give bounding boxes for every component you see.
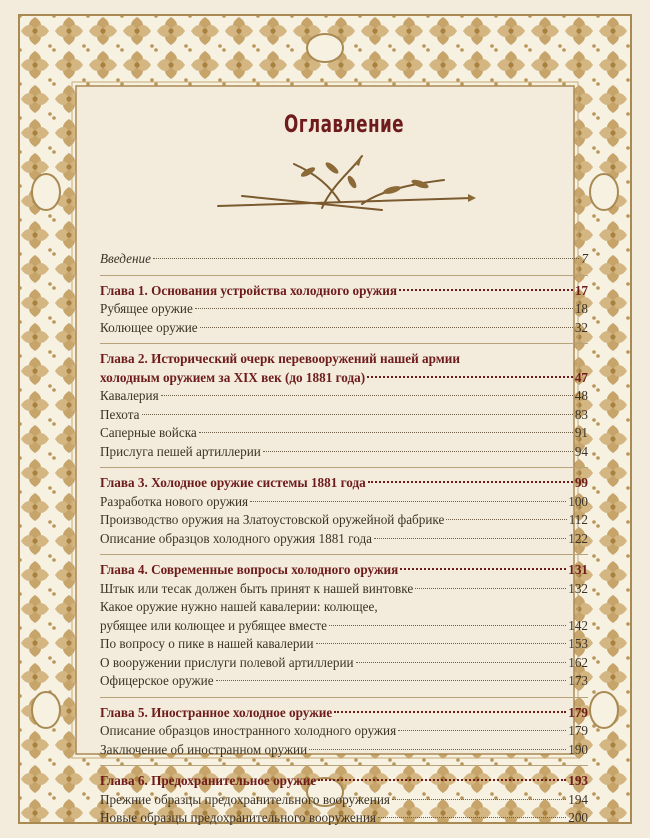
dot-leader bbox=[374, 537, 566, 539]
toc-entry[interactable] bbox=[100, 406, 588, 425]
toc-entry-page: 200 bbox=[568, 810, 588, 825]
dot-leader bbox=[446, 518, 566, 520]
toc-entry-label: Штык или тесак должен быть принят к нашей винтовке bbox=[100, 580, 414, 596]
toc-chapter-label: холодным оружием за XIX век (до 1881 года) bbox=[100, 369, 366, 385]
toc-entry-page: 91 bbox=[574, 425, 588, 440]
table-of-contents bbox=[100, 250, 588, 828]
dot-leader bbox=[216, 679, 567, 681]
toc-chapter-label: Глава 4. Современные вопросы холодного оружия bbox=[100, 562, 399, 577]
toc-entry[interactable] bbox=[100, 319, 588, 338]
toc-entry[interactable] bbox=[100, 809, 588, 828]
toc-entry[interactable] bbox=[100, 300, 588, 319]
dot-leader bbox=[378, 816, 566, 818]
toc-entry[interactable] bbox=[100, 511, 588, 530]
dot-leader bbox=[392, 798, 566, 800]
toc-entry-label: Колющее оружие bbox=[100, 319, 198, 335]
toc-entry[interactable] bbox=[100, 580, 588, 599]
toc-entry-page: 83 bbox=[574, 406, 588, 422]
toc-entry-page: 122 bbox=[568, 530, 588, 546]
dot-leader bbox=[199, 431, 573, 433]
toc-entry-page: 194 bbox=[568, 791, 588, 807]
toc-entry[interactable] bbox=[100, 443, 588, 462]
toc-entry-page: 142 bbox=[568, 617, 588, 633]
toc-chapter-label: Глава 1. Основания устройства холодного оружия bbox=[100, 282, 397, 298]
toc-chapter[interactable] bbox=[100, 282, 588, 301]
toc-entry-label: Прислуга пешей артиллерии bbox=[100, 443, 261, 459]
toc-entry-label: Заключение об иностранном оружии bbox=[100, 741, 308, 757]
section-divider bbox=[100, 697, 588, 698]
toc-chapter-page: 99 bbox=[574, 475, 588, 490]
toc-entry-page: 173 bbox=[568, 673, 588, 688]
dot-leader bbox=[356, 661, 567, 663]
toc-entry-label: Разработка нового оружия bbox=[100, 493, 249, 509]
decorative-frame bbox=[18, 14, 632, 824]
dot-leader bbox=[334, 710, 566, 713]
toc-entry[interactable] bbox=[100, 530, 588, 549]
dot-leader bbox=[309, 748, 566, 750]
dot-leader bbox=[250, 500, 566, 502]
toc-entry-page: 132 bbox=[568, 580, 588, 596]
dot-leader bbox=[161, 394, 573, 396]
toc-entry-label: Кавалерия bbox=[100, 388, 159, 403]
toc-chapter-page: 131 bbox=[568, 562, 588, 577]
toc-entry-page: 32 bbox=[574, 319, 588, 335]
dot-leader bbox=[399, 288, 573, 291]
dot-leader bbox=[318, 778, 566, 781]
toc-entry-page: 162 bbox=[568, 654, 588, 670]
toc-entry-label: Прежние образцы предохранительного вооружения bbox=[100, 791, 390, 807]
dot-leader bbox=[153, 257, 579, 259]
toc-chapter[interactable] bbox=[100, 561, 588, 580]
toc-entry[interactable] bbox=[100, 635, 588, 654]
dot-leader bbox=[415, 587, 566, 589]
toc-entry-intro-page: 7 bbox=[581, 251, 588, 266]
toc-entry-page: 48 bbox=[574, 388, 588, 403]
dot-leader bbox=[316, 642, 567, 644]
dot-leader bbox=[142, 413, 573, 415]
toc-entry-page: 153 bbox=[568, 636, 588, 651]
toc-chapter-page: 179 bbox=[568, 704, 588, 720]
toc-entry-label: Саперные войска bbox=[100, 425, 197, 440]
toc-entry-page: 190 bbox=[568, 741, 588, 757]
toc-entry-page: 179 bbox=[568, 723, 588, 738]
section-divider bbox=[100, 554, 588, 555]
toc-entry-label: Рубящее оружие bbox=[100, 301, 193, 316]
toc-entry[interactable] bbox=[100, 722, 588, 741]
toc-entry[interactable] bbox=[100, 387, 588, 406]
toc-chapter-label: Глава 5. Иностранное холодное оружие bbox=[100, 704, 333, 720]
toc-chapter-page: 47 bbox=[574, 369, 588, 385]
toc-entry-label: Описание образцов иностранного холодного оружия bbox=[100, 723, 397, 738]
toc-entry-page: 18 bbox=[574, 301, 588, 316]
dot-leader bbox=[195, 307, 573, 309]
toc-chapter[interactable] bbox=[100, 772, 588, 791]
toc-entry-label: Офицерское оружие bbox=[100, 673, 214, 688]
toc-entry-intro-label: Введение bbox=[100, 251, 151, 266]
dot-leader bbox=[329, 624, 566, 626]
dot-leader bbox=[400, 567, 566, 570]
toc-chapter[interactable] bbox=[100, 474, 588, 493]
toc-entry-line1: Какое оружие нужно нашей кавалерии: колющее, bbox=[100, 599, 378, 614]
toc-entry-label: Новые образцы предохранительного вооружения bbox=[100, 810, 376, 825]
section-divider bbox=[100, 343, 588, 344]
toc-chapter-label: Глава 6. Предохранительное оружие bbox=[100, 773, 317, 788]
toc-entry[interactable] bbox=[100, 741, 588, 760]
toc-entry[interactable] bbox=[100, 493, 588, 512]
toc-entry[interactable] bbox=[100, 424, 588, 443]
dot-leader bbox=[200, 326, 573, 328]
toc-entry-page: 112 bbox=[568, 512, 588, 527]
page-title: Оглавление bbox=[283, 110, 404, 138]
section-divider bbox=[100, 467, 588, 468]
toc-entry-label: Пехота bbox=[100, 406, 140, 422]
dot-leader bbox=[368, 480, 573, 483]
toc-chapter[interactable] bbox=[100, 704, 588, 723]
toc-entry-label: Описание образцов холодного оружия 1881 года bbox=[100, 530, 373, 546]
toc-chapter-label: Глава 3. Холодное оружие системы 1881 года bbox=[100, 475, 366, 490]
section-divider bbox=[100, 275, 588, 276]
dot-leader bbox=[398, 729, 566, 731]
toc-entry-page: 100 bbox=[568, 493, 588, 509]
toc-entry[interactable] bbox=[100, 672, 588, 691]
toc-chapter-line1: Глава 2. Исторический очерк перевооружений нашей армии bbox=[100, 351, 460, 366]
toc-chapter-page: 17 bbox=[574, 282, 588, 298]
toc-entry-label: По вопросу о пике в нашей кавалерии bbox=[100, 636, 314, 651]
toc-entry-page: 94 bbox=[574, 443, 588, 459]
toc-chapter[interactable] bbox=[100, 369, 588, 388]
toc-entry-label: О вооружении прислуги полевой артиллерии bbox=[100, 654, 354, 670]
section-divider bbox=[100, 765, 588, 766]
dot-leader bbox=[367, 375, 573, 378]
toc-entry-label: Производство оружия на Златоустовской оружейной фабрике bbox=[100, 512, 445, 527]
weapons-ornament-icon bbox=[212, 150, 478, 220]
dot-leader bbox=[263, 450, 573, 452]
toc-entry[interactable] bbox=[100, 791, 588, 810]
toc-entry[interactable] bbox=[100, 654, 588, 673]
toc-entry-label: рубящее или колющее и рубящее вместе bbox=[100, 617, 327, 633]
toc-entry-intro[interactable] bbox=[100, 250, 588, 269]
toc-chapter-page: 193 bbox=[568, 773, 588, 788]
toc-entry[interactable] bbox=[100, 617, 588, 636]
